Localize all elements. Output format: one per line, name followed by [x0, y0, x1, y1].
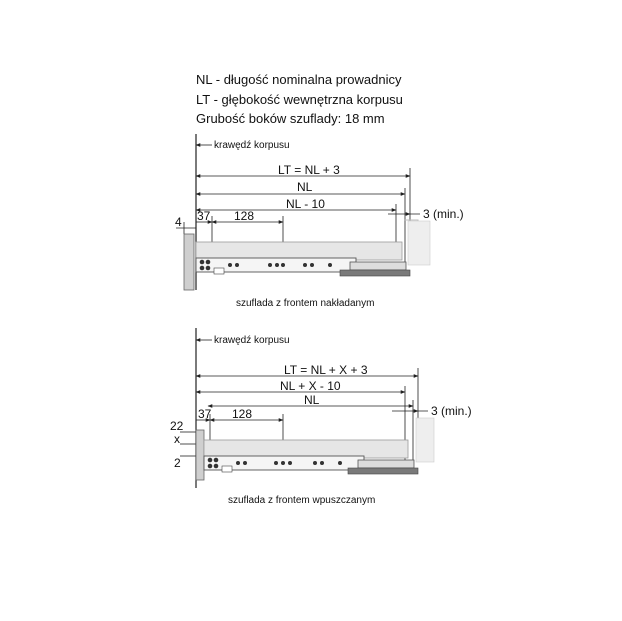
bottom-hole: [214, 458, 219, 463]
bottom-latch: [222, 466, 232, 472]
top-slide-bottom: [340, 270, 410, 276]
bottom-front-panel: [196, 430, 204, 480]
bottom-hole: [288, 461, 292, 465]
top-caption: szuflada z frontem nakładanym: [236, 298, 375, 309]
top-hole: [275, 263, 279, 267]
bottom-hole: [243, 461, 247, 465]
bottom-edge-label: krawędź korpusu: [214, 335, 290, 346]
top-front-panel: [184, 234, 194, 290]
bottom-min-label: 3 (min.): [431, 404, 472, 418]
top-slide-extension: [350, 262, 406, 270]
bottom-slide-bottom: [348, 468, 418, 474]
top-diagram: [176, 134, 430, 290]
top-hole: [235, 263, 239, 267]
bottom-slide-extension: [358, 460, 414, 468]
bottom-hole: [214, 464, 219, 469]
top-hole: [200, 260, 205, 265]
bottom-hole: [338, 461, 342, 465]
top-nl10-label: NL - 10: [286, 197, 325, 211]
top-hole: [206, 260, 211, 265]
bottom-hole: [281, 461, 285, 465]
top-hole: [228, 263, 232, 267]
bottom-dim-2-label: 2: [174, 456, 181, 470]
bottom-diagram: [180, 328, 434, 488]
top-left-4-label: 4: [175, 215, 182, 229]
top-latch: [214, 268, 224, 274]
bottom-dim-22-label: 22: [170, 419, 184, 433]
bottom-lt-label: LT = NL + X + 3: [284, 363, 368, 377]
legend-line-thickness: Grubość boków szuflady: 18 mm: [196, 111, 385, 126]
bottom-dim-37-label: 37: [198, 407, 212, 421]
bottom-hole: [320, 461, 324, 465]
bottom-hole: [313, 461, 317, 465]
bottom-hole: [208, 458, 213, 463]
top-hole: [200, 266, 205, 271]
top-dim-37-label: 37: [197, 209, 211, 223]
top-hole: [206, 266, 211, 271]
legend-line-nl: NL - długość nominalna prowadnicy: [196, 72, 402, 87]
top-hole: [268, 263, 272, 267]
bottom-dim-x-label: x: [174, 432, 180, 446]
top-nl-label: NL: [297, 180, 313, 194]
top-cabinet-back-panel: [408, 221, 430, 265]
bottom-nl-label: NL: [304, 393, 320, 407]
top-hole: [310, 263, 314, 267]
top-lt-label: LT = NL + 3: [278, 163, 340, 177]
legend-line-lt: LT - głębokość wewnętrzna korpusu: [196, 92, 403, 107]
top-hole: [303, 263, 307, 267]
top-min-label: 3 (min.): [423, 207, 464, 221]
bottom-hole: [274, 461, 278, 465]
top-hole: [281, 263, 285, 267]
bottom-dim-128-label: 128: [232, 407, 253, 421]
top-hole: [328, 263, 332, 267]
legend: [196, 72, 403, 126]
top-dim-128-label: 128: [234, 209, 255, 223]
bottom-hole: [236, 461, 240, 465]
bottom-cabinet-back-panel: [416, 418, 434, 462]
bottom-nlx10-label: NL + X - 10: [280, 379, 341, 393]
bottom-caption: szuflada z frontem wpuszczanym: [228, 495, 376, 506]
bottom-hole: [208, 464, 213, 469]
top-drawer-side: [196, 242, 402, 260]
top-edge-label: krawędź korpusu: [214, 140, 290, 151]
bottom-drawer-side: [204, 440, 408, 458]
